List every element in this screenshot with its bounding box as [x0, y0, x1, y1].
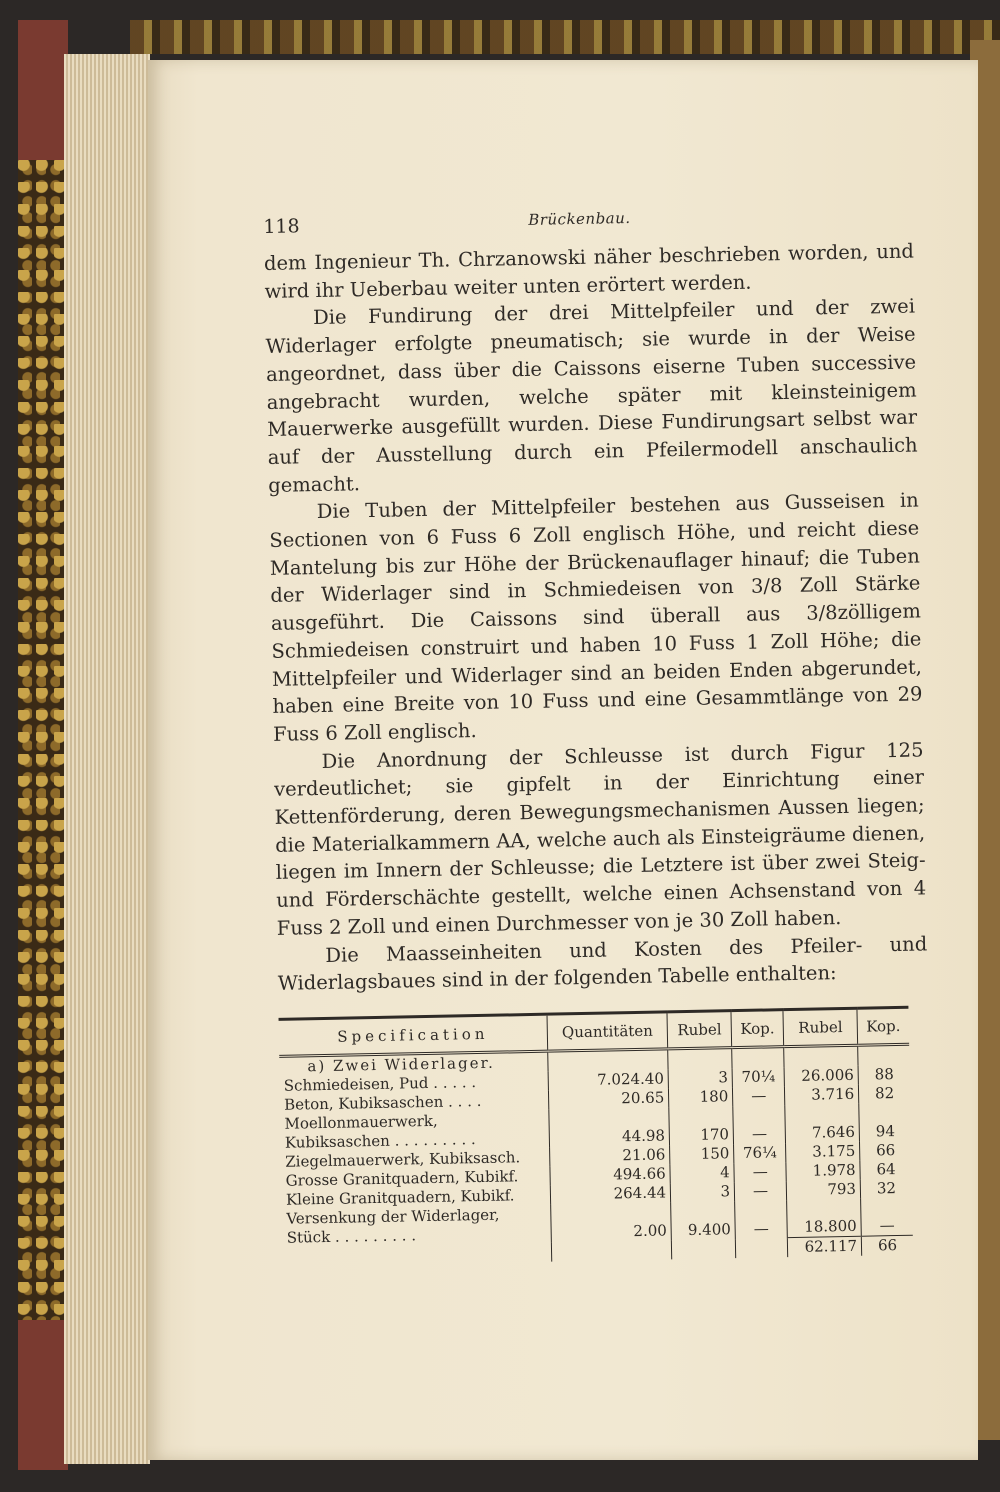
header-rubel: Rubel	[667, 1011, 732, 1049]
cell-rubel-total: 1.978	[786, 1161, 860, 1181]
cell-kop: —	[733, 1105, 786, 1144]
cell-spec: Ziegelmauerwerk, Kubiksasch.	[281, 1148, 550, 1172]
book-cover-top	[130, 20, 1000, 54]
cell-qty: 44.98	[549, 1107, 670, 1147]
cell-qty: 494.66	[550, 1164, 671, 1185]
cell-spec: Beton, Kubiksaschen . . . .	[280, 1091, 549, 1115]
running-head: Brückenbau.	[528, 208, 631, 229]
paragraph: Die Fundirung der drei Mittelpfeiler und der zwei Widerlager erfolgte pneumatisch; sie wurde in der Weise angeordnet, dass über die Caissons eiserne Tuben successive angebracht wurden, welche später mit kleinsteinigem Mauerwerke ausgefüllt wurden. Diese Fundirungsart selbst war auf der Ausstellung durch ein Pfeilermodell anschaulich gemacht.	[265, 294, 918, 497]
cell-rubel-total: 3.716	[785, 1085, 859, 1105]
header-kop-total: Kop.	[857, 1007, 909, 1045]
cost-table	[279, 1006, 914, 1268]
cell-qty: 2.00	[551, 1202, 672, 1242]
cell-spec: Kleine Granitquadern, Kubikf.	[282, 1186, 551, 1210]
cell-qty: 21.06	[550, 1145, 671, 1166]
cell-rubel: 3	[668, 1068, 732, 1088]
page-number: 118	[263, 215, 300, 238]
cell-kop: —	[735, 1200, 788, 1239]
cell-kop-total: 32	[876, 1179, 897, 1198]
cell-kop-total: 94	[875, 1122, 896, 1141]
cell-rubel: 180	[669, 1087, 733, 1107]
cell-spec: Schmiedeisen, Pud . . . . .	[280, 1072, 549, 1096]
page-edges	[64, 54, 150, 1464]
cell-kop-total: 66	[875, 1141, 896, 1160]
cell-rubel: 150	[670, 1144, 734, 1164]
page-content	[263, 198, 933, 1268]
cell-kop: —	[734, 1181, 786, 1201]
cell-rubel: 3	[670, 1182, 734, 1202]
cell-rubel: 9.400	[671, 1201, 736, 1240]
paragraph: Die Maasseinheiten und Kosten des Pfeiler- und Widerlagsbaues sind in der folgenden Tabelle enthalten:	[277, 931, 928, 996]
paragraph: Die Anordnung der Schleusse ist durch Figur 125 verdeutlichet; sie gipfelt in der Einrichtung einer Kettenförderung, deren Bewegungsmechanismen Aussen liegen; die Materialkammern AA, welche auch als Einsteigräume dienen, liegen im Innern der Schleusse; die Letztere ist über zwei Steig- und Förderschächte gestellt, welche einen Achsenstand von 4 Fuss 2 Zoll und einen Durchmesser von je 30 Zoll haben.	[273, 738, 927, 940]
cell-kop-total: 64	[876, 1160, 896, 1179]
cell-spec: Moellonmauerwerk, Kubiksaschen . . . . . . . . .	[280, 1110, 549, 1153]
header-specification: Specification	[279, 1014, 548, 1056]
cell-kop-total: 82	[874, 1084, 895, 1103]
cell-spec: Grosse Granitquadern, Kubikf.	[281, 1167, 550, 1191]
cell-rubel-total: 793	[786, 1180, 860, 1200]
cell-kop: —	[734, 1162, 786, 1182]
marbled-cover	[18, 160, 68, 1320]
cell-rubel-total: 26.006	[784, 1066, 858, 1086]
cell-rubel-total: 18.800	[787, 1199, 862, 1238]
section-label: a) Zwei Widerlager.	[279, 1051, 548, 1077]
paragraph: dem Ingenieur Th. Chrzanowski näher beschrieben worden, und wird ihr Ueberbau weiter unten erörtert werden.	[263, 239, 915, 303]
total-rubel: 62.117	[787, 1237, 861, 1258]
cell-rubel: 170	[669, 1106, 734, 1145]
cell-kop-total: —	[879, 1216, 895, 1235]
book-page	[148, 60, 978, 1460]
header-quantities: Quantitäten	[547, 1012, 668, 1051]
cell-qty: 20.65	[548, 1088, 669, 1109]
cell-qty: 7.024.40	[548, 1069, 669, 1090]
cell-kop: 70¼	[732, 1067, 784, 1087]
cell-rubel-total: 7.646	[785, 1104, 860, 1143]
total-kop: 66	[861, 1236, 913, 1256]
cell-kop-total: 88	[874, 1065, 894, 1084]
cell-spec: Versenkung der Widerlager, Stück . . . . . . . . .	[282, 1205, 551, 1248]
cell-rubel-total: 3.175	[786, 1142, 860, 1162]
cell-kop: 76¼	[734, 1143, 786, 1163]
cell-kop: —	[733, 1086, 785, 1106]
header-rubel-total: Rubel	[783, 1008, 858, 1046]
paragraph: Die Tuben der Mittelpfeiler bestehen aus Gusseisen in Sectionen von 6 Fuss 6 Zoll englisch Höhe, und reicht diese Mantelung bis zur Höhe der Brückenauflager hinauf; die Tuben der Widerlager sind in Schmiedeisen von 3/8 Zoll Stärke ausgeführt. Die Caissons sind überall aus 3/8zölligem Schmiedeisen construirt und haben 10 Fuss 1 Zoll Höhe; die Mittelpfeiler und Widerlager sind an beiden Enden abgerundet, haben eine Breite von 10 Fuss und eine Gesammtlänge von 29 Fuss 6 Zoll englisch.	[269, 488, 923, 746]
header-kop: Kop.	[731, 1010, 784, 1048]
cell-rubel: 4	[670, 1163, 734, 1183]
cell-qty: 264.44	[550, 1183, 671, 1204]
body-text	[264, 238, 928, 998]
